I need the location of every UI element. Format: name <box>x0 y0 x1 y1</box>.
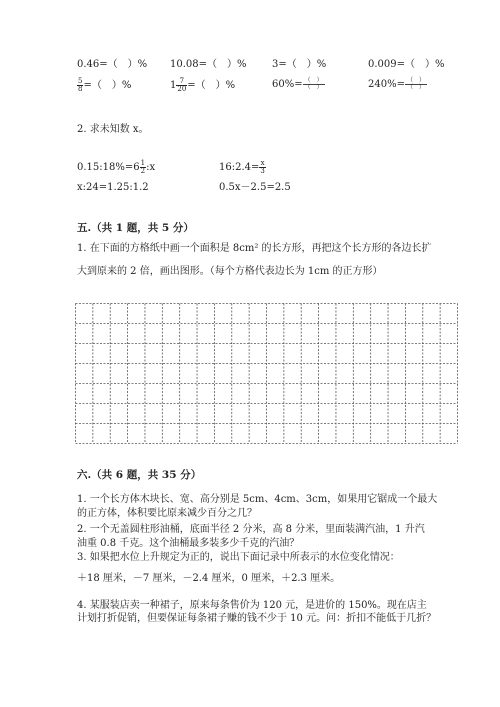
question-text: 2. 一个无盖圆柱形油桶，底面半径 2 分米，高 8 分米，里面装满汽油，1 升汽 <box>77 524 425 535</box>
question-text: 1. 一个长方体木块长、宽、高分别是 5cm、4cm、3cm，如果用它锯成一个最大 <box>77 494 438 505</box>
question-text: ＋18 厘米，－7 厘米，－2.4 厘米，0 厘米，＋2.3 厘米。 <box>77 573 341 584</box>
section-heading: 六.（共 6 题，共 35 分） <box>77 469 202 481</box>
question-text: 油重 0.8 千克。这个油桶最多装多少千克的汽油？ <box>77 538 300 549</box>
grid-paper[interactable] <box>75 303 458 448</box>
equation: x:24=1.25:1.2 <box>77 182 149 193</box>
equation: 0.15:18%=6 $\frac{1}{2}$ :x <box>77 159 156 175</box>
question-text: 1. 在下面的方格纸中画一个面积是 8cm² 的长方形，再把这个长方形的各边长扩 <box>77 243 432 254</box>
question-title: 2. 求未知数 x。 <box>77 124 149 135</box>
blank-fraction: $\frac{( )}{( )}$ <box>406 77 425 91</box>
question-text: 3. 如果把水位上升规定为正的，说出下面记录中所表示的水位变化情况： <box>77 552 400 563</box>
fill-blank-item: 3=（ ）% <box>272 59 327 70</box>
fill-blank-item: $\frac{5}{8}$ =（ ）% <box>78 77 132 93</box>
fraction: $\frac{5}{8}$ <box>78 77 83 93</box>
fill-blank-item: 0.009=（ ）% <box>368 59 445 70</box>
fill-blank-item: 10.08=（ ）% <box>170 59 247 70</box>
fraction: $\frac{1}{2}$ <box>140 159 146 175</box>
question-text: 计划打折促销，但要保证每条裙子赚的钱不少于 10 元。问：折扣不能低于几折？ <box>77 613 437 624</box>
fill-blank-item: 60%= $\frac{( )}{( )}$ <box>272 77 323 91</box>
fill-blank-item: 0.46=（ ）% <box>77 59 148 70</box>
fill-blank-item: 240%= $\frac{( )}{( )}$ <box>368 77 425 91</box>
fill-blank-item: 1 $\frac{7}{20}$ =（ ）% <box>170 77 236 93</box>
question-text: 的正方体，体积要比原来减少百分之几？ <box>77 508 257 519</box>
question-text: 大到原来的 2 倍，画出图形。（每个方格代表边长为 1cm 的正方形） <box>77 266 383 277</box>
blank-fraction: $\frac{( )}{( )}$ <box>304 77 323 91</box>
equation: 0.5x－2.5=2.5 <box>219 182 291 193</box>
question-text: 4. 某服装店卖一种裙子，原来每条售价为 120 元，是进价的 150%。现在店主 <box>77 600 427 611</box>
fraction: $\frac{7}{20}$ <box>177 77 187 93</box>
equation: 16:2.4= $\frac{x}{3}$ <box>219 159 265 175</box>
fraction: $\frac{x}{3}$ <box>260 159 265 175</box>
section-heading: 五.（共 1 题，共 5 分） <box>77 222 194 234</box>
grid-lines <box>75 303 458 444</box>
